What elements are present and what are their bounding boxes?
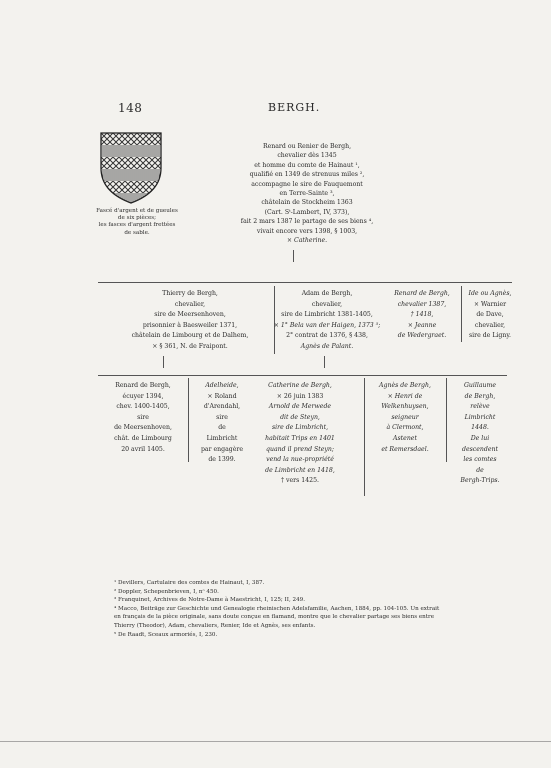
footnote-continuation: en français de la pièce originale, sans doute conçue en flamand, montre que le chevalier partage ses biens entre — [114, 614, 435, 621]
tree-connector — [163, 356, 164, 368]
tree-connector — [324, 356, 325, 368]
grandchild-guillaume: Guillaume de Bergh, relève Limbricht 1448. De lui descendent les comtes de Bergh-Trips. — [460, 382, 500, 485]
footnote: ³ Franquinet, Archives de Notre-Dame à Maestricht, I, 125; II, 249. — [114, 597, 305, 604]
footnote: ⁴ Macco, Beiträge zur Geschichte und Genealogie rheinischen Adelsfamilie, Aachen, 1884, pp. 104-105. Un extrait — [114, 605, 440, 612]
footnote: ¹ Devillers, Cartulaire des comtes de Hainaut, I, 387. — [114, 580, 265, 586]
grandchild-renard: Renard de Bergh, écuyer 1394, chev. 1400-1405, sire de Meersenhoven, chât. de Limbourg 20 avril 1405. — [114, 382, 172, 453]
running-head: BERGH. — [268, 101, 321, 114]
tree-rule-adam — [241, 375, 507, 376]
child-adam: Adam de Bergh, chevalier, sire de Limbricht 1381-1405, × 1° Bela van der Haigen, 1373 ⁵; 2° contrat de 1376, § 438, Agnès de Palant. — [273, 290, 381, 350]
child-ide: Ide ou Agnès, × Warnier de Dave, chevalier, sire de Ligny. — [468, 290, 512, 340]
arms-caption: Fascé d'argent et de gueules de six pièces; les fasces d'argent frettées de sable. — [96, 208, 178, 236]
child-renard: Renard de Bergh, chevalier 1387, † 1418, × Jeanne de Wedergraet. — [394, 290, 450, 340]
footnote-continuation: Thierry (Theodor), Adam, chevaliers, Renier, Ide et Agnès, ses enfants. — [114, 622, 316, 629]
footnote: ⁵ De Raadt, Sceaux armoriés, I, 230. — [114, 631, 218, 638]
grandchild-catherine: Catherine de Bergh, × 26 juin 1383 Arnold de Merwede dit de Steyn, sire de Limbricht, habitait Trips en 1401 quand il prend Steyn; vend la nue-propriété de Limbricht en 1418, † vers 1425. — [265, 382, 335, 485]
page-edge-line — [0, 741, 551, 742]
footnotes — [114, 579, 514, 639]
tree-rule-children — [98, 282, 512, 283]
column-divider — [188, 378, 189, 462]
grandchild-agnes: Agnès de Bergh, × Henri de Welkenhuysen, seigneur à Clermont, Astenet et Remersdael. — [379, 382, 431, 453]
column-divider — [461, 286, 462, 342]
coat-of-arms — [98, 130, 164, 206]
grandchild-adelheide: Adelheide, × Roland d'Arendahl, sire de Limbricht par engagère de 1399. — [200, 382, 244, 464]
founder-entry: Renard ou Renier de Bergh, chevalier dès 1345 et homme du comte de Hainaut ¹, qualifié en 1349 de strenuus miles ², accompagne le sire de Fauquemont en Terre-Sainte ³, châtelain de Stockheim 1363 (Cart. Sᵗ-Lambert, IV, 373), fait 2 mars 1387 le partage de ses biens ⁴, vivait encore vers 1398, § 1003, × Catherine. — [240, 143, 374, 245]
column-divider — [446, 378, 447, 462]
column-divider — [364, 378, 365, 496]
tree-connector — [293, 250, 294, 262]
shield-icon — [98, 130, 164, 206]
child-thierry: Thierry de Bergh, chevalier, sire de Meersenhoven, prisonnier à Baesweiler 1371, châtelain de Limbourg et de Dalhem, × § 361, N. de Fraipont. — [131, 290, 249, 350]
footnote: ² Doppler, Schepenbrieven, I, nᵒ 450. — [114, 588, 219, 595]
page-number: 148 — [118, 101, 143, 115]
